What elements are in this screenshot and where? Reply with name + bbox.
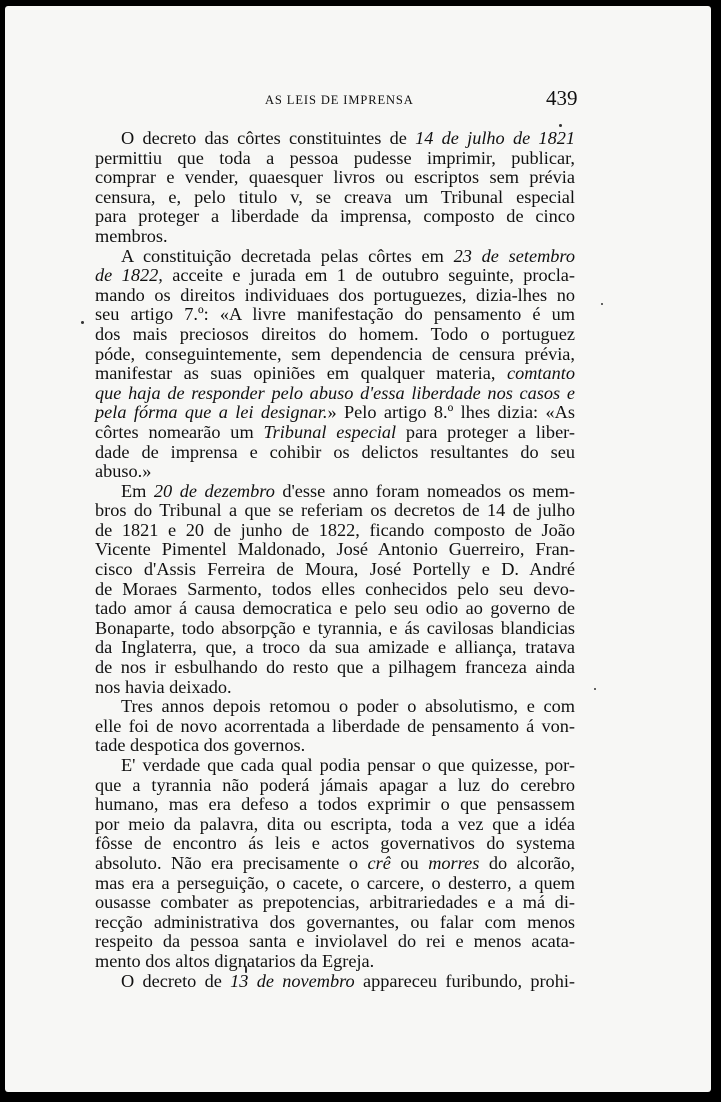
text-line bbox=[95, 795, 575, 815]
text-run: para proteger a liberdade da imprensa, composto de cinco bbox=[95, 206, 575, 227]
text-line bbox=[95, 364, 575, 384]
text-line bbox=[95, 325, 575, 345]
text-run: póde, conseguintemente, sem dependencia de censura prévia, bbox=[95, 343, 575, 364]
text-line bbox=[95, 972, 575, 992]
ink-speck bbox=[594, 688, 596, 690]
text-line bbox=[95, 149, 575, 169]
text-run: dade de imprensa e cohibir os delictos resultantes do seu bbox=[95, 441, 575, 462]
italic-text: 13 de novembro bbox=[230, 970, 355, 991]
text-run: Tres annos depois retomou o poder o absolutismo, e com bbox=[121, 696, 575, 717]
text-line bbox=[95, 952, 575, 972]
text-line bbox=[95, 678, 575, 698]
text-line bbox=[95, 854, 575, 874]
text-line bbox=[95, 619, 575, 639]
italic-text: pela fórma que a lei designar. bbox=[95, 402, 328, 423]
text-line bbox=[95, 697, 575, 717]
text-line bbox=[95, 834, 575, 854]
text-line bbox=[95, 501, 575, 521]
text-line bbox=[95, 305, 575, 325]
text-line bbox=[95, 560, 575, 580]
text-run: da Inglaterra, que, a troco da sua amizade e alliança, tratava bbox=[95, 637, 575, 658]
scanned-page bbox=[5, 6, 711, 1092]
italic-text: que haja de responder pelo abuso d'essa liberdade nos casos e bbox=[95, 382, 575, 403]
text-line bbox=[95, 540, 575, 560]
italic-text: 23 de setembro bbox=[453, 245, 575, 266]
text-run: respeito da pessoa santa e inviolavel do rei e menos acata- bbox=[95, 931, 575, 952]
text-line bbox=[95, 403, 575, 423]
ink-speck bbox=[601, 303, 603, 305]
body-text bbox=[95, 129, 575, 991]
text-line bbox=[95, 580, 575, 600]
text-run: E' verdade que cada qual podia pensar o que quizesse, por- bbox=[121, 755, 575, 775]
text-run: mas era a perseguição, o cacete, o carcere, o desterro, a quem bbox=[95, 872, 575, 893]
text-line bbox=[95, 932, 575, 952]
text-line bbox=[95, 384, 575, 404]
text-line bbox=[95, 776, 575, 796]
text-line bbox=[95, 188, 575, 208]
text-run: côrtes nomearão um bbox=[95, 421, 264, 442]
text-run: manifestar as suas opiniões em qualquer materia, bbox=[95, 363, 507, 384]
italic-text: 14 de julho de 1821 bbox=[415, 128, 575, 148]
text-line bbox=[95, 913, 575, 933]
text-run: para proteger a liber- bbox=[396, 421, 575, 442]
text-run: elle foi de novo acorrentada a liberdade de pensamento á von- bbox=[95, 715, 575, 736]
text-run: que a tyrannia não poderá jámais apagar a luz do cerebro bbox=[95, 774, 575, 795]
text-run: de nos ir esbulhando do resto que a pilhagem franceza ainda bbox=[95, 657, 575, 678]
running-title: AS LEIS DE IMPRENSA bbox=[265, 93, 414, 107]
text-line bbox=[95, 658, 575, 678]
ink-speck bbox=[559, 124, 562, 127]
text-run: de Moraes Sarmento, todos elles conhecidos pelo seu devo- bbox=[95, 578, 575, 599]
text-run: Em bbox=[121, 480, 154, 501]
text-run: appareceu furibundo, prohi- bbox=[354, 970, 576, 991]
italic-text: crê bbox=[367, 852, 391, 873]
italic-text: 20 de dezembro bbox=[153, 480, 275, 501]
text-run: mando os direitos individuaes dos portuguezes, dizia-lhes no bbox=[95, 284, 575, 305]
text-run: permittiu que toda a pessoa pudesse imprimir, publicar, bbox=[95, 147, 575, 168]
text-run: por meio da palavra, dita ou escripta, toda a vez que a idéa bbox=[95, 813, 575, 834]
text-line bbox=[95, 482, 575, 502]
text-run: recção administrativa dos governantes, ou falar com menos bbox=[95, 911, 575, 932]
text-run: abuso.» bbox=[95, 461, 152, 482]
text-line bbox=[95, 756, 575, 776]
text-run: ou bbox=[390, 852, 429, 873]
text-line bbox=[95, 345, 575, 365]
text-line bbox=[95, 815, 575, 835]
text-line bbox=[95, 462, 575, 482]
text-line bbox=[95, 599, 575, 619]
italic-text: morres bbox=[428, 852, 480, 873]
text-line bbox=[95, 443, 575, 463]
text-run: A constituição decretada pelas côrtes em bbox=[121, 245, 454, 266]
text-run: dos mais preciosos direitos do homem. Todo o portuguez bbox=[95, 323, 575, 344]
text-run: de 1821 e 20 de junho de 1822, ficando composto de João bbox=[95, 519, 575, 540]
text-run: Bonaparte, todo absorpção e tyrannia, e ás cavilosas blandicias bbox=[95, 617, 575, 638]
text-run: ousasse combater as prepotencias, arbitrariedades e a má di- bbox=[95, 892, 575, 913]
text-run: acceite e jurada em 1 de outubro seguinte, procla- bbox=[162, 265, 575, 286]
page-number: 439 bbox=[546, 86, 578, 110]
text-run: mento dos altos dignatarios da Egreja. bbox=[95, 950, 375, 971]
text-line bbox=[95, 207, 575, 227]
text-line bbox=[95, 168, 575, 188]
text-run: Vicente Pimentel Maldonado, José Antonio Guerreiro, Fran- bbox=[95, 539, 575, 560]
text-run: censura, e, pelo titulo v, se creava um Tribunal especial bbox=[95, 186, 575, 207]
italic-text: comtanto bbox=[506, 363, 575, 384]
text-run: bros do Tribunal a que se referiam os decretos de 14 de julho bbox=[95, 500, 575, 521]
text-line bbox=[95, 638, 575, 658]
text-run: O decreto de bbox=[121, 970, 231, 991]
text-run: cisco d'Assis Ferreira de Moura, José Portelly e D. André bbox=[95, 559, 575, 580]
text-line bbox=[95, 247, 575, 267]
text-line bbox=[95, 423, 575, 443]
text-run: seu artigo 7.º: «A livre manifestação do pensamento é um bbox=[95, 304, 575, 325]
text-run: » Pelo artigo 8.º lhes dizia: «As bbox=[327, 402, 575, 423]
italic-text: de 1822, bbox=[95, 265, 163, 286]
text-run: nos havia deixado. bbox=[95, 676, 232, 697]
text-run: do alcorão, bbox=[479, 852, 576, 873]
text-line bbox=[95, 521, 575, 541]
text-line bbox=[95, 874, 575, 894]
text-line bbox=[95, 286, 575, 306]
text-run: fôsse de encontro ás leis e actos governativos do systema bbox=[95, 833, 575, 854]
text-run: comprar e vender, quaesquer livros ou escriptos sem prévia bbox=[95, 167, 575, 188]
text-run: tade despotica dos governos. bbox=[95, 735, 306, 756]
text-line bbox=[95, 893, 575, 913]
text-line bbox=[95, 736, 575, 756]
italic-text: Tribunal especial bbox=[263, 421, 397, 442]
text-run: humano, mas era defeso a todos exprimir o que pensassem bbox=[95, 794, 575, 815]
text-run: d'esse anno foram nomeados os mem- bbox=[274, 480, 575, 501]
text-line bbox=[95, 129, 575, 149]
ink-speck bbox=[81, 321, 84, 324]
text-line bbox=[95, 266, 575, 286]
text-run: O decreto das côrtes constituintes de bbox=[121, 128, 416, 148]
text-run: absoluto. Não era precisamente o bbox=[95, 852, 368, 873]
text-run: membros. bbox=[95, 225, 168, 246]
text-run: tado amor á causa democratica e pelo seu odio ao governo de bbox=[95, 598, 575, 619]
text-line bbox=[95, 717, 575, 737]
text-line bbox=[95, 227, 575, 247]
